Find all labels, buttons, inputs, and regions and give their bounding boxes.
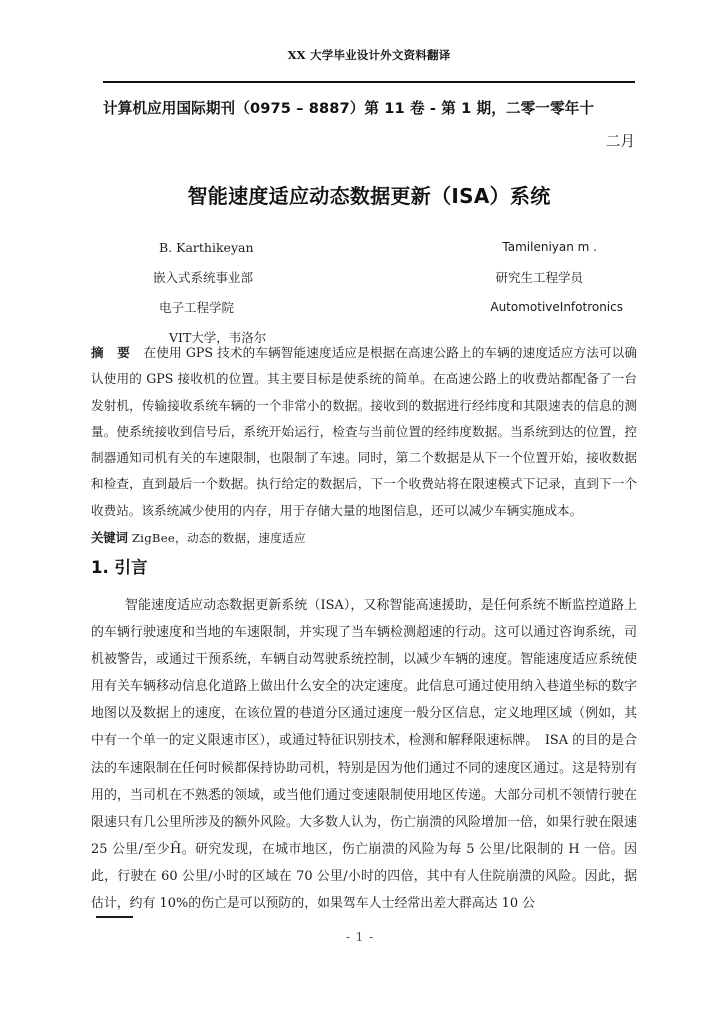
body-paragraph: 智能速度适应动态数据更新系统（ISA），又称智能高速援助，是任何系统不断监控道路上的车辆行驶速度和当地的车速限制，并实现了当车辆检测超速的行动。这可以通过咨询系统，司机被警告，或通过干预系统，车辆自动驾驶系统控制，以减少车辆的速度。智能速度适应系统使用有关车辆移动信息化道路上做出什么安全的决定速度。此信息可通过使用纳入巷道坐标的数字地图以及数据上的速度，在该位置的巷道分区通过速度一般分区信息，定义地理区域（例如，其中有一个单一的定义限速市区），或通过特征识别技术，检测和解释限速标牌。 ISA 的目的是合法的车速限制在任何时候都保持协助司机，特别是因为他们通过不同的速度区通过。这是特别有用的，当司机在不熟悉的领域，或当他们通过变速限制使用地区传递。大部分司机不领情行驶在限速只有几公里所涉及的额外风险。大多数人认为，伤亡崩溃的风险增加一倍，如果行驶在限速 25 公里/至少Ĥ。研究发现，在城市地区，伤亡崩溃的风险为每 5 公里/比限制的 H 一倍。因此，行驶在 60 公里/小时的区域在 70 公里/小时的四倍，其中有人住院崩溃的风险。因此，据估计，约有 10%的伤亡是可以预防的，如果驾车人士经常出差大群高达 10 公: [91, 598, 637, 912]
author-name-left: B. Karthikeyan: [159, 239, 254, 255]
author-row: [103, 292, 635, 322]
abstract-text: 在使用 GPS 技术的车辆智能速度适应是根据在高速公路上的车辆的速度适应方法可以确认使用的 GPS 接收机的位置。其主要目标是使系统的简单。在高速公路上的收费站都配备了一台发射机，传输接收系统车辆的一个非常小的数据。接收到的数据进行经纬度和其限速表的信息的测量。使系统接收到信号后，系统开始运行，检查与当前位置的经纬度数据。当系统到达的位置，控制器通知司机有关的车速限制，也限制了车速。同时，第二个数据是从下一个位置开始，接收数据和检查，直到最后一个数据。执行给定的数据后，下一个收费站将在限速模式下记录，直到下一个收费站。该系统减少使用的内存，用于存储大量的地图信息，还可以减少车辆实施成本。: [91, 345, 638, 518]
keywords-value: ZigBee，动态的数据，速度适应: [131, 531, 306, 545]
journal-citation-block: [103, 92, 635, 158]
header-divider-rule: [103, 81, 635, 83]
author-department-right: AutomotiveInfotronics: [490, 300, 623, 314]
page-number-footer: - 1 -: [345, 930, 375, 944]
abstract-section: [91, 340, 637, 524]
article-title: 智能速度适应动态数据更新（ISA）系统: [187, 184, 551, 208]
author-block: [103, 232, 635, 352]
author-name-right: Tamileniyan m .: [502, 240, 597, 254]
keywords-line: [91, 528, 637, 546]
author-department-left: 电子工程学院: [159, 300, 235, 315]
author-university-left: VIT大学，韦洛尔: [169, 330, 267, 345]
author-affiliation-left: 嵌入式系统事业部: [153, 270, 254, 285]
author-row: [103, 262, 635, 292]
author-row: [103, 232, 635, 262]
body-content: [91, 592, 637, 917]
running-header: XX 大学毕业设计外文资料翻译: [287, 48, 451, 62]
journal-citation-line-2: 二月: [605, 133, 635, 150]
keywords-label: 关键词: [91, 530, 128, 545]
journal-citation-line-1: 计算机应用国际期刊（0975 – 8887）第 11 卷 - 第 1 期，二零一零年十: [103, 100, 595, 117]
abstract-label-first: 摘: [91, 345, 105, 360]
footnote-separator-rule: [96, 916, 133, 918]
section-heading-introduction: 1. 引言: [91, 558, 148, 577]
abstract-label-second: 要: [117, 345, 131, 360]
author-affiliation-right: 研究生工程学员: [495, 270, 583, 285]
